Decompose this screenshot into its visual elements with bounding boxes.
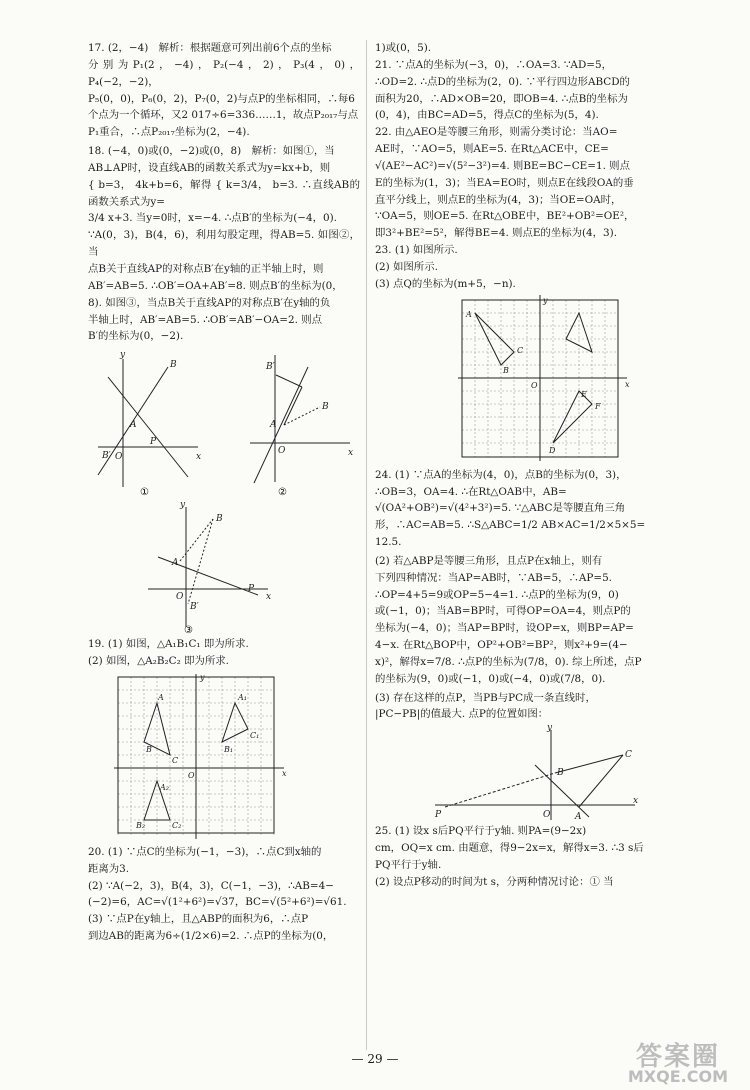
answer-24 [375, 467, 653, 724]
text-line: PQ平行于y轴. [375, 859, 442, 871]
text-line: 面积为20，∴AD×OB=20，即OB=4. ∴点B的坐标为 [375, 92, 628, 105]
text-line: 到边AB的距离为6÷(1/2×6)=2. ∴点P的坐标为(0， [88, 930, 334, 943]
text-line: (2) 若△ABP是等腰三角形，且点P在x轴上，则有 [375, 554, 603, 567]
svg-text:A₁: A₁ [238, 692, 247, 702]
text-line: 19. (1) 如图，△A₁B₁C₁ 即为所求. [88, 638, 249, 651]
svg-text:B₂: B₂ [136, 820, 146, 830]
figure-18-3 [88, 499, 360, 634]
text-line: 18. (−4，0)或(0，−2)或(0，8) 解析：如图①，当 [88, 145, 335, 158]
text-line: 24. (1) ∵点A的坐标为(4，0)，点B的坐标为(0，3)， [375, 468, 627, 481]
answer-17 [88, 40, 360, 141]
svg-text:C₁: C₁ [250, 730, 260, 740]
text-line: 即3²+BE²=5²，解得BE=4. 则点E的坐标为(4，3). [375, 227, 618, 240]
svg-text:y: y [180, 500, 186, 511]
text-line: √(AE²−AC²)=√(5²−3²)=4. 则BE=BC−CE=1. 则点 [375, 159, 630, 172]
svg-text:C₂: C₂ [172, 820, 182, 830]
figure-label: ② [278, 487, 287, 498]
answer-18 [88, 143, 360, 345]
column-divider [366, 40, 367, 1050]
answer-22 [375, 124, 653, 242]
text-line: 个点为一个循环，又2 017÷6=336……1，故点P₂₀₁₇与点 [88, 109, 359, 122]
text-line: (−2)=6，AC=√(1²+6²)=√37，BC=√(5²+6²)=√61. [88, 896, 347, 909]
svg-text:B: B [216, 514, 223, 525]
answer-20 [88, 844, 360, 945]
svg-text:P: P [248, 584, 255, 595]
text-line: ∴OP=4+5=9或OP=5−4=1. ∴点P的坐标为(9，0) [375, 588, 619, 601]
text-line: 坐标为(−4，0)；当AP=BP时，设OP=x，则BP=AP= [375, 622, 634, 635]
svg-text:O: O [115, 452, 123, 463]
text-line: 8). 如图③，当点B关于直线AP的对称点B′在y轴的负 [88, 296, 331, 309]
answer-21 [375, 57, 653, 124]
svg-text:A: A [466, 309, 472, 319]
text-line: |PC−PB|的值最大. 点P的位置如图： [375, 708, 549, 721]
svg-text:A: A [575, 812, 582, 822]
text-line: { b=3， 4k+b=6，解得 { k=3/4， b=3. ∴直线AB的函数关系式为y= [88, 178, 360, 208]
svg-text:A: A [130, 420, 137, 431]
figure-19-grid [88, 672, 360, 842]
figure-label: ① [140, 487, 149, 498]
svg-text:x: x [348, 448, 354, 459]
text-line: 点B关于直线AP的对称点B′在y轴的正半轴上时，则 [88, 262, 324, 275]
svg-text:D: D [549, 445, 556, 455]
text-line: (3) 存在这样的点P，当PB与PC成一条直线时， [375, 691, 596, 704]
text-line: 20. (1) ∵点C的坐标为(−1，−3)，∴点C到x轴的 [88, 845, 322, 858]
svg-text:B: B [503, 365, 509, 375]
text-line: 下列四种情况：当AP=AB时，∵AB=5，∴AP=5. [375, 571, 612, 584]
text-line: 21. ∵点A的坐标为(−3，0)，∴OA=3. ∵AD=5， [375, 58, 612, 71]
svg-text:P: P [150, 437, 157, 448]
svg-text:B: B [557, 768, 564, 779]
left-column [88, 40, 360, 945]
svg-text:E: E [581, 389, 587, 399]
svg-text:O: O [543, 810, 551, 821]
text-line: (3) 点Q的坐标为(m+5，−n). [375, 277, 516, 290]
right-column [375, 40, 653, 891]
svg-text:B′: B′ [190, 602, 199, 613]
figure-18-1 [88, 347, 218, 497]
text-line: (2) 如图，△A₂B₂C₂ 即为所求. [88, 655, 229, 668]
text-line: 1)或(0，5). [375, 42, 432, 54]
svg-text:x: x [196, 452, 202, 463]
text-line: ∴OD=2. ∴点D的坐标为(2，0). ∵平行四边形ABCD的 [375, 75, 630, 88]
text-line: AB′=AB=5. ∴OB′=OA+AB′=8. 则点B′的坐标为(0， [88, 279, 343, 292]
text-line: 17. (2，−4) 解析：根据题意可列出前6个点的坐标 [88, 42, 332, 54]
figure-18-2 [240, 347, 360, 497]
text-line: 形，∴AC=AB=5. ∴S△ABC=1/2 AB×AC=1/2×5×5= [375, 519, 646, 532]
svg-text:P: P [435, 810, 442, 821]
figure-label: ③ [184, 625, 193, 635]
svg-text:x: x [266, 592, 272, 603]
figure-row-18 [88, 345, 360, 499]
text-line: 直平分线上，则点E的坐标为(4，3)；当OE=OA时， [375, 193, 622, 206]
svg-text:x: x [282, 768, 287, 778]
text-line: 22. 由△AEO是等腰三角形，则需分类讨论：当AO= [375, 126, 618, 139]
svg-text:C: C [517, 345, 524, 355]
text-line: AE时，∵AO=5，则AE=5. 在Rt△ACE中，CE= [375, 143, 609, 156]
answer-23 [375, 242, 653, 293]
text-line: (2) 设点P移动的时间为t s，分两种情况讨论：① 当 [375, 875, 614, 888]
svg-text:F: F [595, 401, 601, 411]
text-line: (2) 如图所示. [375, 260, 438, 273]
text-line: 3/4 x+3. 当y=0时，x=−4. ∴点B′的坐标为(−4，0). [88, 212, 337, 225]
text-line: 分别为P₁(2，−4)，P₂(−4，2)，P₃(4，0)，P₄(−2，−2)， [88, 58, 360, 88]
text-line: 4−x. 在Rt△BOP中，OP²+OB²=BP²，则x²+9=(4− [375, 639, 628, 652]
svg-text:O: O [531, 380, 538, 390]
text-line: cm，OQ=x cm. 由题意，得9−2x=x，解得x=3. ∴3 s后 [375, 842, 644, 855]
svg-text:B′: B′ [266, 362, 275, 373]
text-line: ∴OB=3，OA=4. ∴在Rt△OAB中，AB= [375, 485, 567, 498]
svg-text:B: B [146, 744, 152, 754]
svg-text:y: y [120, 350, 126, 361]
text-line: AB⊥AP时，设直线AB的函数关系式为y=kx+b，则 [88, 161, 331, 174]
text-line: 12.5. [375, 536, 402, 549]
svg-text:O: O [278, 446, 286, 457]
text-line: 的坐标为(9，0)或(−1，0)或(−4，0)或(7/8，0). [375, 672, 606, 685]
text-line: (0，4)，由BC=AD=5，得点C的坐标为(5，4). [375, 109, 599, 122]
text-line: x)²，解得x=7/8. ∴点P的坐标为(7/8，0). 综上所述，点P [375, 655, 642, 668]
svg-text:A: A [158, 692, 164, 702]
text-line: 25. (1) 设x s后PQ平行于y轴. 则PA=(9−2x) [375, 825, 587, 838]
text-line: (2) ∵A(−2，3)，B(4，3)，C(−1，−3)，∴AB=4− [88, 879, 334, 892]
text-line: 半轴上时，AB′=AB=5. ∴OB′=AB′−OA=2. 则点 [88, 313, 322, 326]
text-line: (3) ∵点P在y轴上，且△ABP的面积为6，∴点P [88, 913, 309, 926]
watermark-url: MXQE.COM [627, 1067, 728, 1086]
text-line: P₁重合，∴点P₂₀₁₇坐标为(2，−4). [88, 126, 250, 139]
figure-23-grid [375, 295, 653, 465]
svg-text:B: B [170, 360, 177, 371]
svg-text:B′: B′ [102, 451, 111, 462]
text-line: √(OA²+OB²)=√(4²+3²)=5. ∵△ABC是等腰直角三角 [375, 502, 626, 515]
text-line: E的坐标为(1，3)；当EA=EO时，则点E在线段OA的垂 [375, 176, 634, 189]
svg-text:O: O [188, 770, 195, 780]
svg-text:A: A [270, 420, 277, 431]
svg-text:B₁: B₁ [224, 744, 234, 754]
page-number: — 29 — [351, 1052, 399, 1066]
answer-25 [375, 823, 653, 890]
text-line: 23. (1) 如图所示. [375, 244, 458, 257]
text-line: P₅(0，0)，P₆(0，2)，P₇(0，2)与点P的坐标相同，∴每6 [88, 92, 355, 105]
text-line: B′的坐标为(0，−2). [88, 330, 184, 343]
text-line: ∵OA=5，则OE=5. 在Rt△OBE中，BE²+OB²=OE²， [375, 210, 635, 223]
watermark-logo: 答案圈 [635, 1042, 720, 1072]
svg-text:A: A [172, 558, 179, 569]
svg-text:y: y [547, 725, 553, 734]
svg-text:x: x [625, 379, 630, 389]
svg-text:O: O [176, 592, 184, 603]
svg-text:B: B [322, 402, 329, 413]
svg-text:x: x [633, 796, 639, 807]
svg-text:C: C [625, 750, 632, 761]
figure-24-3 [375, 725, 653, 821]
text-line: 或(−1，0)；当AB=BP时，可得OP=OA=4，则点P的 [375, 605, 631, 618]
answer-19 [88, 636, 360, 670]
svg-text:C: C [172, 755, 179, 765]
text-line: ∵A(0，3)，B(4，6)，利用勾股定理，得AB=5. 如图②，当 [88, 229, 360, 259]
text-line: 距离为3. [88, 862, 130, 875]
svg-text:A₂: A₂ [160, 782, 169, 792]
svg-text:y: y [200, 672, 205, 682]
svg-text:y: y [543, 295, 548, 305]
